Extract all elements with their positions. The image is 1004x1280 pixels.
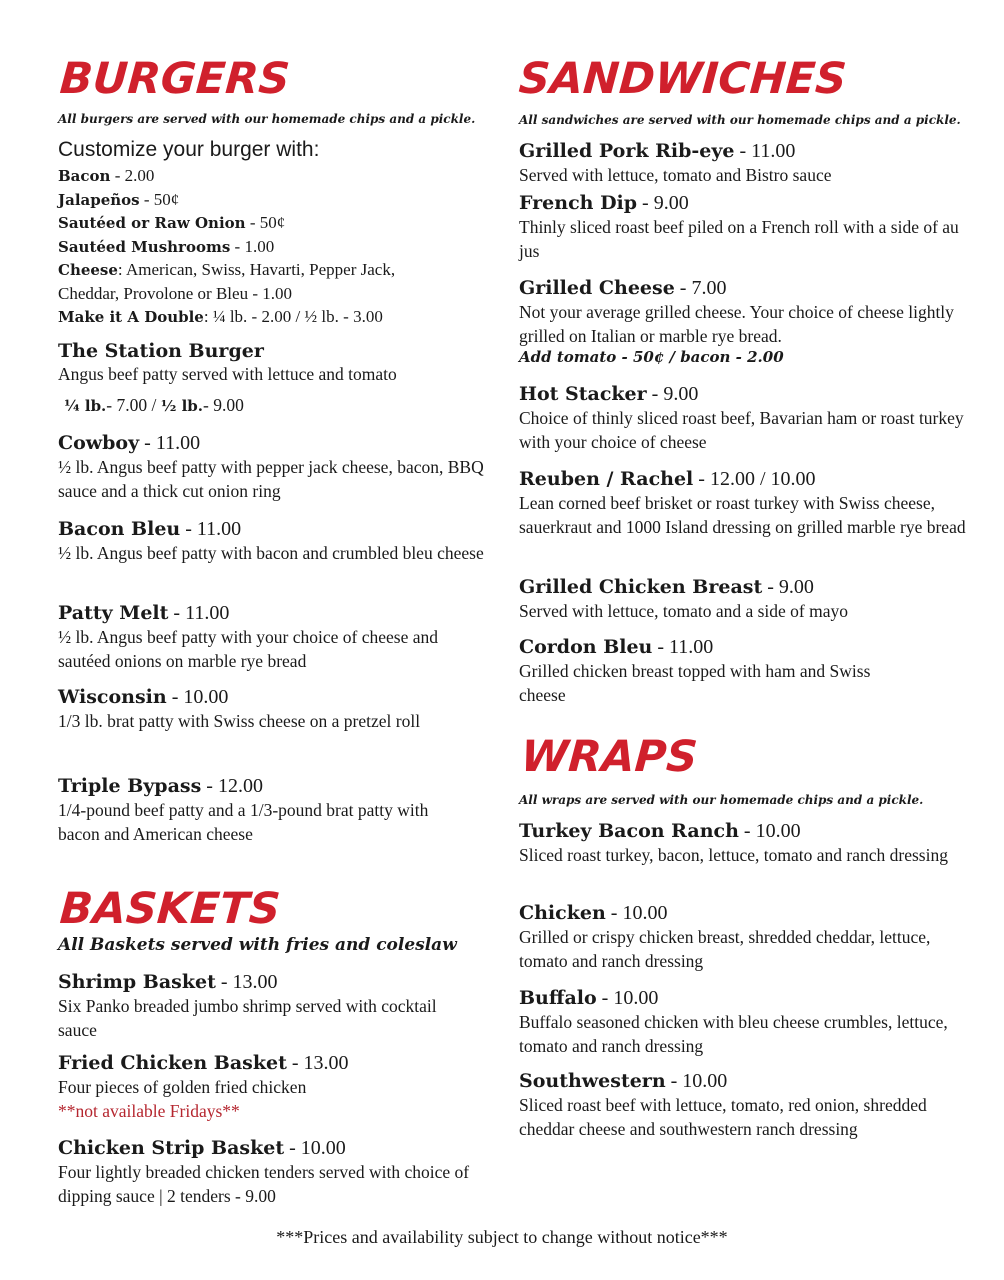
item-name: Bacon Bleu [58,518,181,540]
item-name: Reuben / Rachel [519,468,694,490]
station-sizes: ¼ lb.- 7.00 / ½ lb.- 9.00 [64,395,244,415]
item-desc: Four lightly breaded chicken tenders served with choice of dipping sauce | 2 tenders - 9.00 [58,1162,470,1206]
menu-item-shrimp-basket [58,971,488,1042]
item-price: - 13.00 [215,971,278,993]
item-price: - 10.00 [166,686,229,708]
menu-item-turkey-bacon-ranch [519,820,969,867]
item-price: - 12.00 / 10.00 [693,468,816,490]
wraps-title: WRAPS [519,732,700,782]
item-name: Grilled Cheese [519,277,675,299]
item-name: Chicken Strip Basket [58,1137,285,1159]
item-name: Patty Melt [58,602,169,624]
item-price: - 9.00 [646,383,699,405]
footer-disclaimer: ***Prices and availability subject to change without notice*** [276,1227,728,1247]
item-desc: Served with lettuce, tomato and Bistro sauce [519,165,832,185]
menu-item-buffalo-wrap [519,987,969,1058]
item-name: The Station Burger [58,340,264,362]
item-desc: 1/4-pound beef patty and a 1/3-pound brat patty with bacon and American cheese [58,800,429,844]
menu-item-triple-bypass [58,775,488,846]
item-price: - 9.00 [762,576,814,598]
item-desc: Served with lettuce, tomato and a side of mayo [519,601,849,621]
item-name: Southwestern [519,1070,666,1092]
item-name: Hot Stacker [519,383,647,405]
item-desc: Lean corned beef brisket or roast turkey with Swiss cheese, sauerkraut and 1000 Island dressing on grilled marble rye bread [519,493,966,537]
item-price: - 10.00 [738,820,801,842]
item-price: - 11.00 [168,602,230,624]
menu-item-patty-melt [58,602,488,673]
item-desc: ½ lb. Angus beef patty with your choice of cheese and sautéed onions on marble rye bread [58,627,439,671]
item-desc: Grilled chicken breast topped with ham and Swiss cheese [519,661,871,705]
item-desc: Thinly sliced roast beef piled on a French roll with a side of au jus [519,217,959,261]
availability-warning: **not available Fridays** [58,1101,240,1121]
item-price: - 7.00 [674,277,727,299]
menu-item-french-dip [519,192,969,263]
addon-jalapenos: Jalapeños - 50¢ [58,190,180,209]
menu-item-reuben-rachel [519,468,969,539]
wraps-note: All wraps are served with our homemade chips and a pickle. [519,793,924,807]
menu-item-wisconsin [58,686,488,733]
item-desc: Not your average grilled cheese. Your choice of cheese lightly grilled on Italian or marble rye bread. [519,302,954,346]
item-price: - 11.00 [139,432,201,454]
item-price: - 11.00 [734,140,796,162]
item-name: Cordon Bleu [519,636,653,658]
item-addon: Add tomato - 50¢ / bacon - 2.00 [519,348,784,366]
item-desc: 1/3 lb. brat patty with Swiss cheese on a pretzel roll [58,711,421,731]
item-name: Wisconsin [58,686,167,708]
menu-item-grilled-cheese [519,277,969,366]
item-desc: Sliced roast turkey, bacon, lettuce, tomato and ranch dressing [519,845,948,865]
addon-double: Make it A Double: ¼ lb. - 2.00 / ½ lb. - 3.00 [58,307,383,326]
addon-cheese: Cheese: American, Swiss, Havarti, Pepper Jack, [58,260,396,279]
item-name: Triple Bypass [58,775,202,797]
item-price: - 13.00 [286,1052,349,1074]
customize-heading: Customize your burger with: [58,138,320,161]
menu-item-hot-stacker [519,383,969,454]
menu-item-station-burger [58,340,488,418]
item-name: Grilled Chicken Breast [519,576,763,598]
item-name: Turkey Bacon Ranch [519,820,739,842]
addon-bacon: Bacon - 2.00 [58,166,155,185]
menu-item-cowboy [58,432,488,503]
menu-item-fried-chicken-basket [58,1052,488,1123]
item-name: French Dip [519,192,638,214]
item-desc: Four pieces of golden fried chicken [58,1077,307,1097]
addon-mushrooms: Sautéed Mushrooms - 1.00 [58,237,275,256]
item-price: - 11.00 [652,636,714,658]
menu-item-grilled-pork-ribeye [519,140,969,187]
addon-cheese-cont: Cheddar, Provolone or Bleu - 1.00 [58,284,292,303]
sandwiches-title: SANDWICHES [517,54,849,104]
menu-item-chicken-wrap [519,902,969,973]
item-name: Shrimp Basket [58,971,216,993]
item-name: Cowboy [58,432,140,454]
item-name: Buffalo [519,987,597,1009]
item-price: - 10.00 [665,1070,728,1092]
menu-item-southwestern-wrap [519,1070,969,1141]
baskets-title: BASKETS [58,884,282,934]
item-desc: Sliced roast beef with lettuce, tomato, red onion, shredded cheddar cheese and southwestern ranch dressing [519,1095,927,1139]
burgers-title: BURGERS [58,54,292,104]
item-name: Grilled Pork Rib-eye [519,140,735,162]
item-desc: ½ lb. Angus beef patty with pepper jack cheese, bacon, BBQ sauce and a thick cut onion ring [58,457,484,501]
item-desc: ½ lb. Angus beef patty with bacon and crumbled bleu cheese [58,543,484,563]
menu-item-bacon-bleu [58,518,488,565]
item-price: - 10.00 [284,1137,346,1159]
item-price: - 10.00 [605,902,668,924]
menu-item-cordon-bleu [519,636,969,707]
sandwiches-note: All sandwiches are served with our homemade chips and a pickle. [519,113,961,127]
addon-onion: Sautéed or Raw Onion - 50¢ [58,213,286,232]
item-desc: Angus beef patty served with lettuce and tomato [58,364,397,384]
menu-item-grilled-chicken-breast [519,576,969,623]
item-price: - 9.00 [637,192,689,214]
item-desc: Grilled or crispy chicken breast, shredded cheddar, lettuce, tomato and ranch dressing [519,927,931,971]
item-desc: Six Panko breaded jumbo shrimp served with cocktail sauce [58,996,437,1040]
baskets-note: All Baskets served with fries and coleslaw [58,935,457,955]
item-price: - 11.00 [180,518,242,540]
item-name: Fried Chicken Basket [58,1052,287,1074]
item-desc: Choice of thinly sliced roast beef, Bavarian ham or roast turkey with your choice of cheese [519,408,964,452]
burgers-note: All burgers are served with our homemade chips and a pickle. [58,112,476,126]
item-price: - 12.00 [201,775,263,797]
menu-item-chicken-strip-basket [58,1137,488,1208]
item-desc: Buffalo seasoned chicken with bleu cheese crumbles, lettuce, tomato and ranch dressing [519,1012,948,1056]
item-name: Chicken [519,902,606,924]
item-price: - 10.00 [596,987,659,1009]
